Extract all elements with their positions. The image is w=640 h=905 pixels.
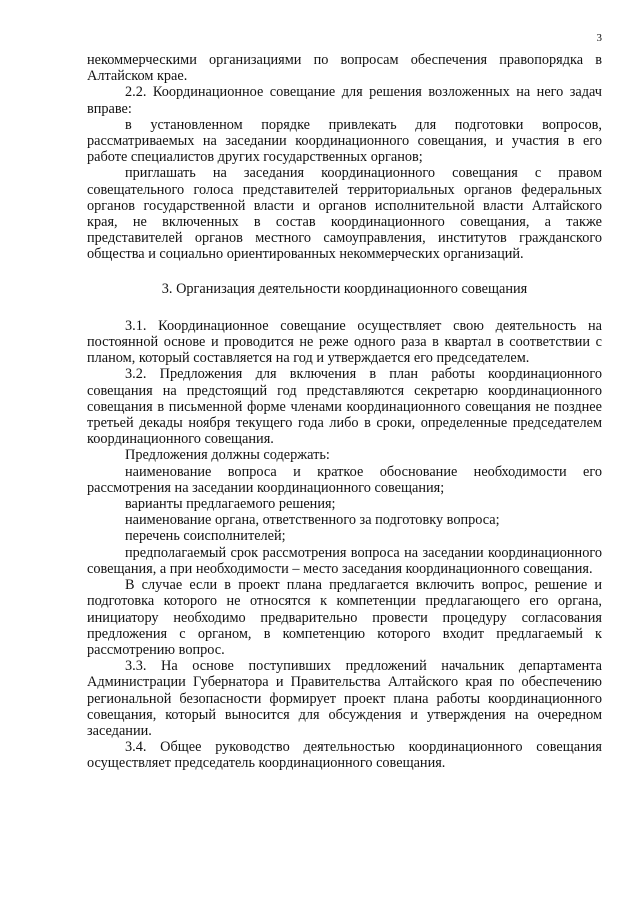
proposal-item: наименование органа, ответственного за подготовку вопроса; xyxy=(125,512,500,529)
proposals-intro: Предложения должны содержать: xyxy=(125,447,330,464)
paragraph-3-3: 3.3. На основе поступивших предложений начальник департамента Администрации Губернатора и Правительства Алтайского края по обеспечению региональной безопасности формирует проект плана работы координационного совещания, который выносится для обсуждения и утверждения на очередном заседании. xyxy=(87,658,602,739)
paragraph-2-2-item-2: приглашать на заседания координационного совещания с правом совещательного голоса представителей территориальных органов федеральных органов государственной власти и органов исполнительной власти Алтайского края, не включенных в состав координационного совещания, а также представителей органов местного самоуправления, институтов гражданского общества и социально ориентированных некоммерческих организаций. xyxy=(87,165,602,263)
proposal-item: варианты предлагаемого решения; xyxy=(125,496,336,513)
section-heading: 3. Организация деятельности координационного совещания xyxy=(161,280,528,297)
paragraph-continuation: некоммерческими организациями по вопросам обеспечения правопорядка в Алтайском крае. xyxy=(87,52,602,85)
paragraph-3-4: 3.4. Общее руководство деятельностью координационного совещания осуществляет председатель координационного совещания. xyxy=(87,739,602,772)
proposal-item: перечень соисполнителей; xyxy=(125,528,286,545)
page-number: 3 xyxy=(596,32,602,44)
paragraph-2-2: 2.2. Координационное совещание для решения возложенных на него задач вправе: xyxy=(87,84,602,117)
paragraph-3-2: 3.2. Предложения для включения в план работы координационного совещания на предстоящий год представляются секретарю координационного совещания в письменной форме членами координационного совещания не позднее третьей декады ноября текущего года либо в сроки, определенные председателем координационного совещания. xyxy=(87,366,602,448)
paragraph-agreement: В случае если в проект плана предлагается включить вопрос, решение и подготовка которого не относятся к компетенции предлагающего его органа, инициатору необходимо предварительно провести процедуру согласования предложения с органом, в компетенцию которого входит предлагаемый к рассмотрению вопрос. xyxy=(87,577,602,658)
document-body xyxy=(87,52,602,772)
paragraph-2-2-item-1: в установленном порядке привлекать для подготовки вопросов, рассматриваемых на заседании координационного совещания, и участия в его работе специалистов других государственных органов; xyxy=(87,116,602,166)
paragraph-3-1: 3.1. Координационное совещание осуществляет свою деятельность на постоянной основе и проводится не реже одного раза в квартал в соответствии с планом, который составляется на год и утверждается его председателем. xyxy=(87,317,602,367)
proposal-item: наименование вопроса и краткое обоснование необходимости его рассмотрения на заседании координационного совещания; xyxy=(87,463,602,496)
proposal-item: предполагаемый срок рассмотрения вопроса на заседании координационного совещания, а при необходимости – место заседания координационного совещания. xyxy=(87,544,602,577)
